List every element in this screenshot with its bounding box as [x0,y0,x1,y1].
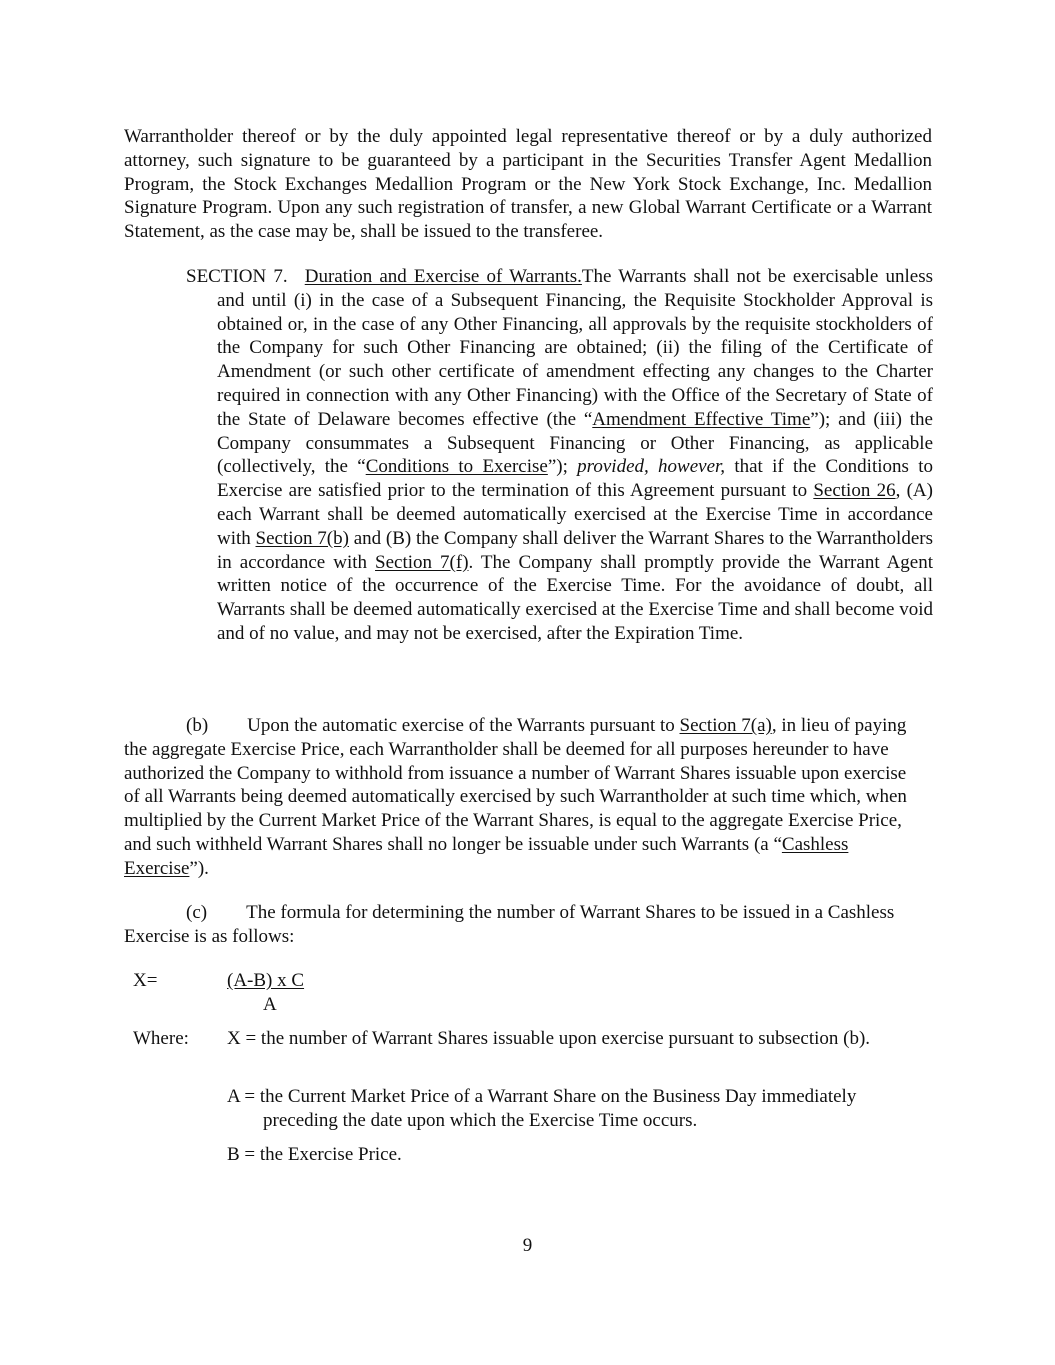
paragraph-c-text: The formula for determining the number of Warrant Shares to be issued in a Cashless Exercise is as follows: [124,902,895,947]
section-7-text: , (A) each Warrant shall be deemed automatically exercised at the Exercise Time in accordance with [217,480,933,549]
term-cashless-exercise: Cashless Exercise [124,833,849,879]
paragraph-b [124,714,924,881]
paragraph-b-text: ”). [189,857,209,879]
ref-section-7f: Section 7(f) [375,551,469,573]
section-7-text: The Warrants shall not be exercisable unless and until (i) in the case of a Subsequent Financing, the Requisite Stockholder Approval is obtained or, in the case of any Other Financing, all approvals by the requisite stockholders of the Company for such Other Financing are obtained; (ii) the filing of the Certificate of Amendment (or such other certificate of amendment effecting any changes to the Charter required in connection with any Other Financing) with the Office of the Secretary of State of the State of Delaware becomes effective (the “ [217,266,933,430]
page-number: 9 [522,1235,533,1256]
intro-paragraph: Warrantholder thereof or by the duly appointed legal representative thereof or by a duly authorized attorney, such signature to be guaranteed by a participant in the Securities Transfer Agent Medallion Program, the Stock Exchanges Medallion Program or the New York Stock Exchange, Inc. Medallion Signature Program. Upon any such registration of transfer, a new Global Warrant Certificate or a Warrant Statement, as the case may be, shall be issued to the transferee. [124,126,932,243]
proviso-text: provided, however, [577,456,726,478]
paragraph-b-text: Upon the automatic exercise of the Warrants pursuant to [247,715,680,736]
definition-x: X = the number of Warrant Shares issuable upon exercise pursuant to subsection (b). [227,1028,871,1049]
section-7-text: . The Company shall promptly provide the Warrant Agent written notice of the occurrence of the Exercise Time. For the avoidance of doubt, all Warrants shall be deemed automatically exercised at the Exercise Time and shall become void and of no value, and may not be exercised, after the Expiration Time. [217,551,933,644]
section-7-heading: Duration and Exercise of Warrants. [304,266,582,287]
section-7-text: and (B) the Company shall deliver the Warrant Shares to the Warrantholders in accordance with [217,527,933,573]
ref-section-7a: Section 7(a) [679,715,772,736]
paragraph-b-label: (b) [186,715,209,736]
definition-b: B = the Exercise Price. [227,1144,402,1165]
ref-section-26: Section 26 [813,480,896,502]
formula-denominator: A [263,994,277,1015]
section-7-text: ”); and (iii) the Company consummates a Subsequent Financing or Other Financing, as applicable (collectively, the “ [217,408,933,478]
where-label: Where: [133,1028,189,1049]
section-7-text: that if the Conditions to Exercise are satisfied prior to the termination of this Agreement pursuant to [217,456,933,502]
ref-section-7b: Section 7(b) [255,527,349,549]
definition-a: A = the Current Market Price of a Warrant Share on the Business Day immediately preceding the date upon which the Exercise Time occurs. [227,1086,857,1131]
paragraph-b-text: , in lieu of paying the aggregate Exercise Price, each Warrantholder shall be deemed for all purposes hereunder to have authorized the Company to withhold from issuance a number of Warrant Shares issuable upon exercise of all Warrants being deemed automatically exercised by such Warrantholder at such time which, when multiplied by the Current Market Price of the Warrant Shares, is equal to the aggregate Exercise Price, and such withheld Warrant Shares shall no longer be issuable under such Warrants (a “ [124,715,907,855]
formula-numerator: (A-B) x C [227,970,305,991]
term-conditions-to-exercise: Conditions to Exercise [365,456,548,478]
section-7-text: ”); [547,456,578,478]
paragraph-c [124,901,924,949]
paragraph-c-label: (c) [186,902,208,923]
formula-lhs: X= [133,970,158,991]
section-7-label: SECTION 7. [186,266,288,287]
term-amendment-effective-time: Amendment Effective Time [592,408,811,430]
section-7-paragraph [186,265,933,646]
